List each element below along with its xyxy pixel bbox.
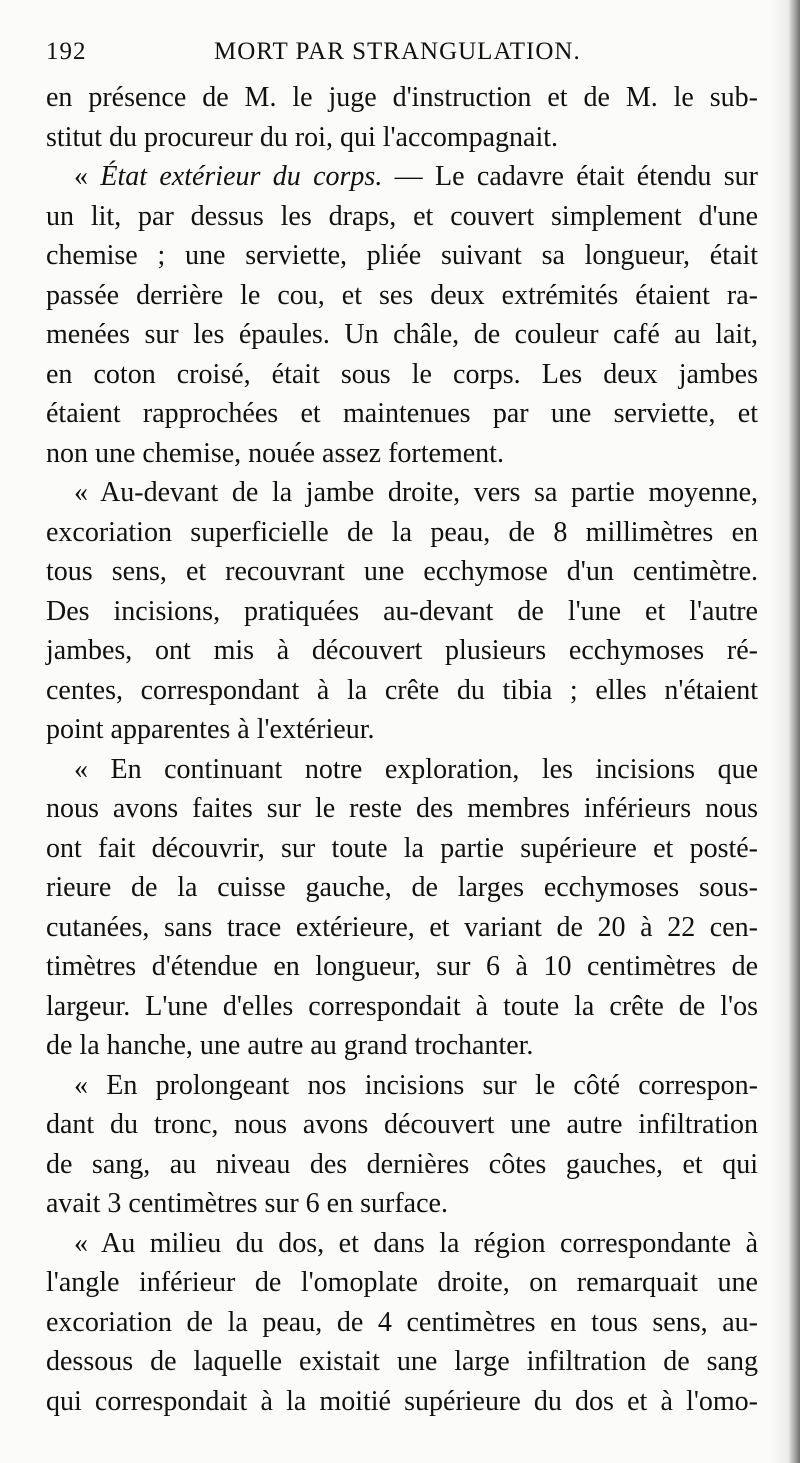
line-text: menées sur les épaules. Un châle, de couleur café au lait, [46, 319, 758, 350]
text-line [46, 236, 758, 276]
line-text: nous avons faites sur le reste des membres inférieurs nous [46, 793, 758, 824]
text-line [46, 829, 758, 869]
text-line [46, 868, 758, 908]
line-text: « Au milieu du dos, et dans la région correspondante à [74, 1227, 758, 1259]
text-line [46, 1145, 758, 1185]
text-line [46, 1105, 758, 1145]
line-text: de sang, au niveau des dernières côtes gauches, et qui [46, 1148, 758, 1180]
text-line [46, 434, 758, 474]
line-text: rieure de la cuisse gauche, de larges ecchymoses sous- [46, 872, 758, 903]
text-line [46, 631, 758, 671]
text-line [46, 987, 758, 1027]
line-text: étaient rapprochées et maintenues par une serviette, et [46, 398, 758, 429]
page-number: 192 [46, 38, 87, 65]
text-line [46, 789, 758, 829]
line-text: tous sens, et recouvrant une ecchymose d'un centimètre. [46, 556, 758, 587]
line-text: stitut du procureur du roi, qui l'accompagnait. [46, 121, 559, 153]
line-text: passée derrière le cou, et ses deux extrémités étaient ra- [46, 279, 758, 311]
line-text: ont fait découvrir, sur toute la partie supérieure et posté- [46, 832, 758, 864]
line-text: Des incisions, pratiquées au-devant de l'une et l'autre [46, 595, 758, 627]
line-text: excoriation superficielle de la peau, de 8 millimètres en [46, 516, 758, 548]
text-line [46, 355, 758, 395]
page-header [46, 38, 760, 78]
text-line [46, 947, 758, 987]
line-text: chemise ; une serviette, pliée suivant sa longueur, était [46, 240, 758, 271]
text-line [46, 710, 758, 750]
text-line [46, 552, 758, 592]
line-text: excoriation de la peau, de 4 centimètres en tous sens, au- [46, 1306, 758, 1338]
line-text: avait 3 centimètres sur 6 en surface. [46, 1188, 448, 1219]
quote-mark: « [74, 161, 101, 192]
text-line [46, 1026, 758, 1066]
line-text: non une chemise, nouée assez fortement. [46, 437, 504, 469]
text-line [46, 473, 758, 513]
text-line [46, 671, 758, 711]
text-line [46, 513, 758, 553]
line-text: — Le cadavre était étendu sur [394, 161, 758, 192]
line-text: l'angle inférieur de l'omoplate droite, on remarquait une [46, 1267, 758, 1298]
line-text: « En continuant notre exploration, les incisions que [74, 753, 758, 785]
line-text: point apparentes à l'extérieur. [46, 714, 375, 745]
line-text: un lit, par dessus les draps, et couvert simplement d'une [46, 200, 758, 232]
line-text: centes, correspondant à la crête du tibia ; elles n'étaient [46, 674, 758, 706]
line-text: largeur. L'une d'elles correspondait à toute la crête de l'os [46, 990, 758, 1022]
line-text: cutanées, sans trace extérieure, et variant de 20 à 22 cen- [46, 911, 758, 943]
text-line [46, 315, 758, 355]
text-line [46, 1303, 758, 1343]
text-line [46, 197, 758, 237]
line-text: jambes, ont mis à découvert plusieurs ecchymoses ré- [46, 635, 758, 666]
text-line [46, 276, 758, 316]
text-line [46, 78, 758, 118]
text-line [46, 394, 758, 434]
text-line [46, 750, 758, 790]
line-text: dessous de laquelle existait une large infiltration de sang [46, 1346, 758, 1377]
text-line [46, 1263, 758, 1303]
section-heading: État extérieur du corps. [100, 161, 383, 192]
line-text: « Au-devant de la jambe droite, vers sa partie moyenne, [74, 477, 758, 508]
line-text: en coton croisé, était sous le corps. Les deux jambes [46, 358, 758, 390]
line-text: timètres d'étendue en longueur, sur 6 à 10 centimètres de [46, 951, 758, 982]
text-line [46, 1184, 758, 1224]
line-text: dant du tronc, nous avons découvert une autre infiltration [46, 1109, 758, 1140]
text-line [46, 908, 758, 948]
line-text: en présence de M. le juge d'instruction et de M. le sub- [46, 82, 758, 113]
body-text [46, 78, 758, 1421]
text-line [46, 157, 758, 197]
line-text: de la hanche, une autre au grand trochanter. [46, 1030, 534, 1061]
text-line [46, 118, 758, 158]
line-text: qui correspondait à la moitié supérieure du dos et à l'omo- [46, 1385, 758, 1417]
page-edge-shadow [770, 0, 800, 1463]
running-title: MORT PAR STRANGULATION. [214, 38, 581, 65]
line-text: « En prolongeant nos incisions sur le côté correspon- [74, 1069, 758, 1101]
text-line [46, 1342, 758, 1382]
text-line [46, 1224, 758, 1264]
text-line [46, 1382, 758, 1422]
text-line [46, 592, 758, 632]
text-line [46, 1066, 758, 1106]
